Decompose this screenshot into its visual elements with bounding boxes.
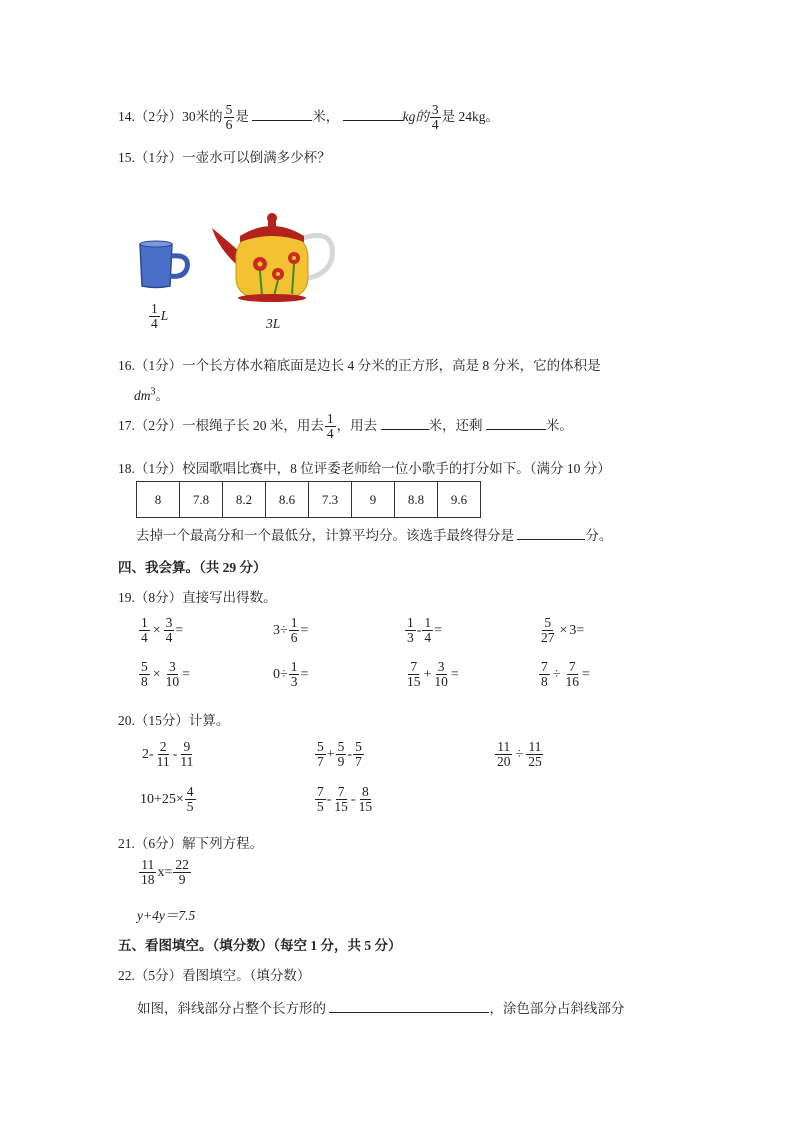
- section-5-heading: 五、看图填空。（填分数）（每空 1 分，共 5 分）: [118, 938, 402, 953]
- question-18-follow: 去掉一个最高分和一个最低分，计算平均分。该选手最终得分是 分。: [136, 524, 612, 544]
- equation-item: y+4y＝7.5: [137, 908, 196, 923]
- fraction: $\frac{5}{6}$: [225, 102, 233, 133]
- calc-item: 3÷ $\frac{1}{6}$ =: [273, 615, 309, 646]
- question-22: 22.（5分）看图填空。（填分数）: [118, 968, 311, 983]
- score-cell: 8.8: [395, 482, 438, 518]
- calc-item: $\frac{7}{15}$ + $\frac{3}{10}$ =: [407, 659, 459, 690]
- calc-item: $\frac{1}{3}$ - $\frac{1}{4}$ =: [407, 615, 443, 646]
- calc-item: $\frac{5}{8}$ × $\frac{3}{10}$ =: [141, 659, 191, 690]
- cup-image: [135, 238, 195, 290]
- calc-item: $\frac{5}{7}$ + $\frac{5}{9}$ - $\frac{5}{7}$: [317, 739, 362, 770]
- calc-item: $\frac{1}{4}$ × $\frac{3}{4}$ =: [141, 615, 184, 646]
- answer-blank[interactable]: [486, 415, 546, 430]
- answer-blank[interactable]: [329, 998, 489, 1013]
- question-15: 15.（1分）一壶水可以倒满多少杯？: [118, 150, 331, 165]
- calc-item: 0÷ $\frac{1}{3}$ =: [273, 659, 309, 690]
- score-cell: 9: [352, 482, 395, 518]
- answer-blank[interactable]: [252, 106, 312, 121]
- teapot-image: [208, 208, 338, 304]
- answer-blank[interactable]: [517, 525, 585, 540]
- calc-item: $\frac{7}{8}$ ÷ $\frac{7}{16}$ =: [541, 659, 590, 690]
- question-16-cont: $dm^3$。: [134, 386, 169, 403]
- score-cell: 8.2: [223, 482, 266, 518]
- equation-item: $\frac{11}{18}$ x= $\frac{22}{9}$: [141, 857, 189, 888]
- score-table: [136, 481, 481, 518]
- question-14: 14.（2分）30米的 $\frac{5}{6}$ 是 米， kg的 $\frac{3}{4}$ 是 24kg。: [118, 102, 499, 133]
- score-cell: 8.6: [266, 482, 309, 518]
- calc-item: 2- $\frac{2}{11}$ - $\frac{9}{11}$: [142, 739, 194, 770]
- calc-item: 10+25× $\frac{4}{5}$: [140, 784, 194, 815]
- cup-label: $\frac{1}{4}$ L: [151, 301, 169, 332]
- question-17: 17.（2分）一根绳子长 20 米，用去 $\frac{1}{4}$ ，用去 米，还剩 米。: [118, 411, 573, 442]
- answer-blank[interactable]: [343, 106, 403, 121]
- score-cell: 7.8: [180, 482, 223, 518]
- question-20: 20.（15分）计算。: [118, 713, 230, 728]
- calc-item: $\frac{5}{27}$ × 3=: [541, 615, 585, 646]
- question-16: 16.（1分）一个长方体水箱底面是边长 4 分米的正方形，高是 8 分米，它的体积是: [118, 358, 601, 373]
- score-cell: 9.6: [438, 482, 481, 518]
- teapot-label: 3L: [266, 316, 281, 331]
- section-4-heading: 四、我会算。（共 29 分）: [118, 560, 267, 575]
- calc-item: $\frac{7}{5}$ - $\frac{7}{15}$ - $\frac{8}{15}$: [317, 784, 373, 815]
- question-18: 18.（1分）校园歌唱比赛中，8 位评委老师给一位小歌手的打分如下。（满分 10 分）: [118, 461, 611, 476]
- question-22-body: 如图，斜线部分占整个长方形的 ，涂色部分占斜线部分: [137, 997, 624, 1017]
- fraction: $\frac{3}{4}$: [431, 102, 439, 133]
- score-cell: 8: [137, 482, 180, 518]
- score-cell: 7.3: [309, 482, 352, 518]
- question-21: 21.（6分）解下列方程。: [118, 836, 264, 851]
- question-19: 19.（8分）直接写出得数。: [118, 590, 277, 605]
- calc-item: $\frac{11}{20}$ ÷ $\frac{11}{25}$: [497, 739, 542, 770]
- answer-blank[interactable]: [381, 415, 429, 430]
